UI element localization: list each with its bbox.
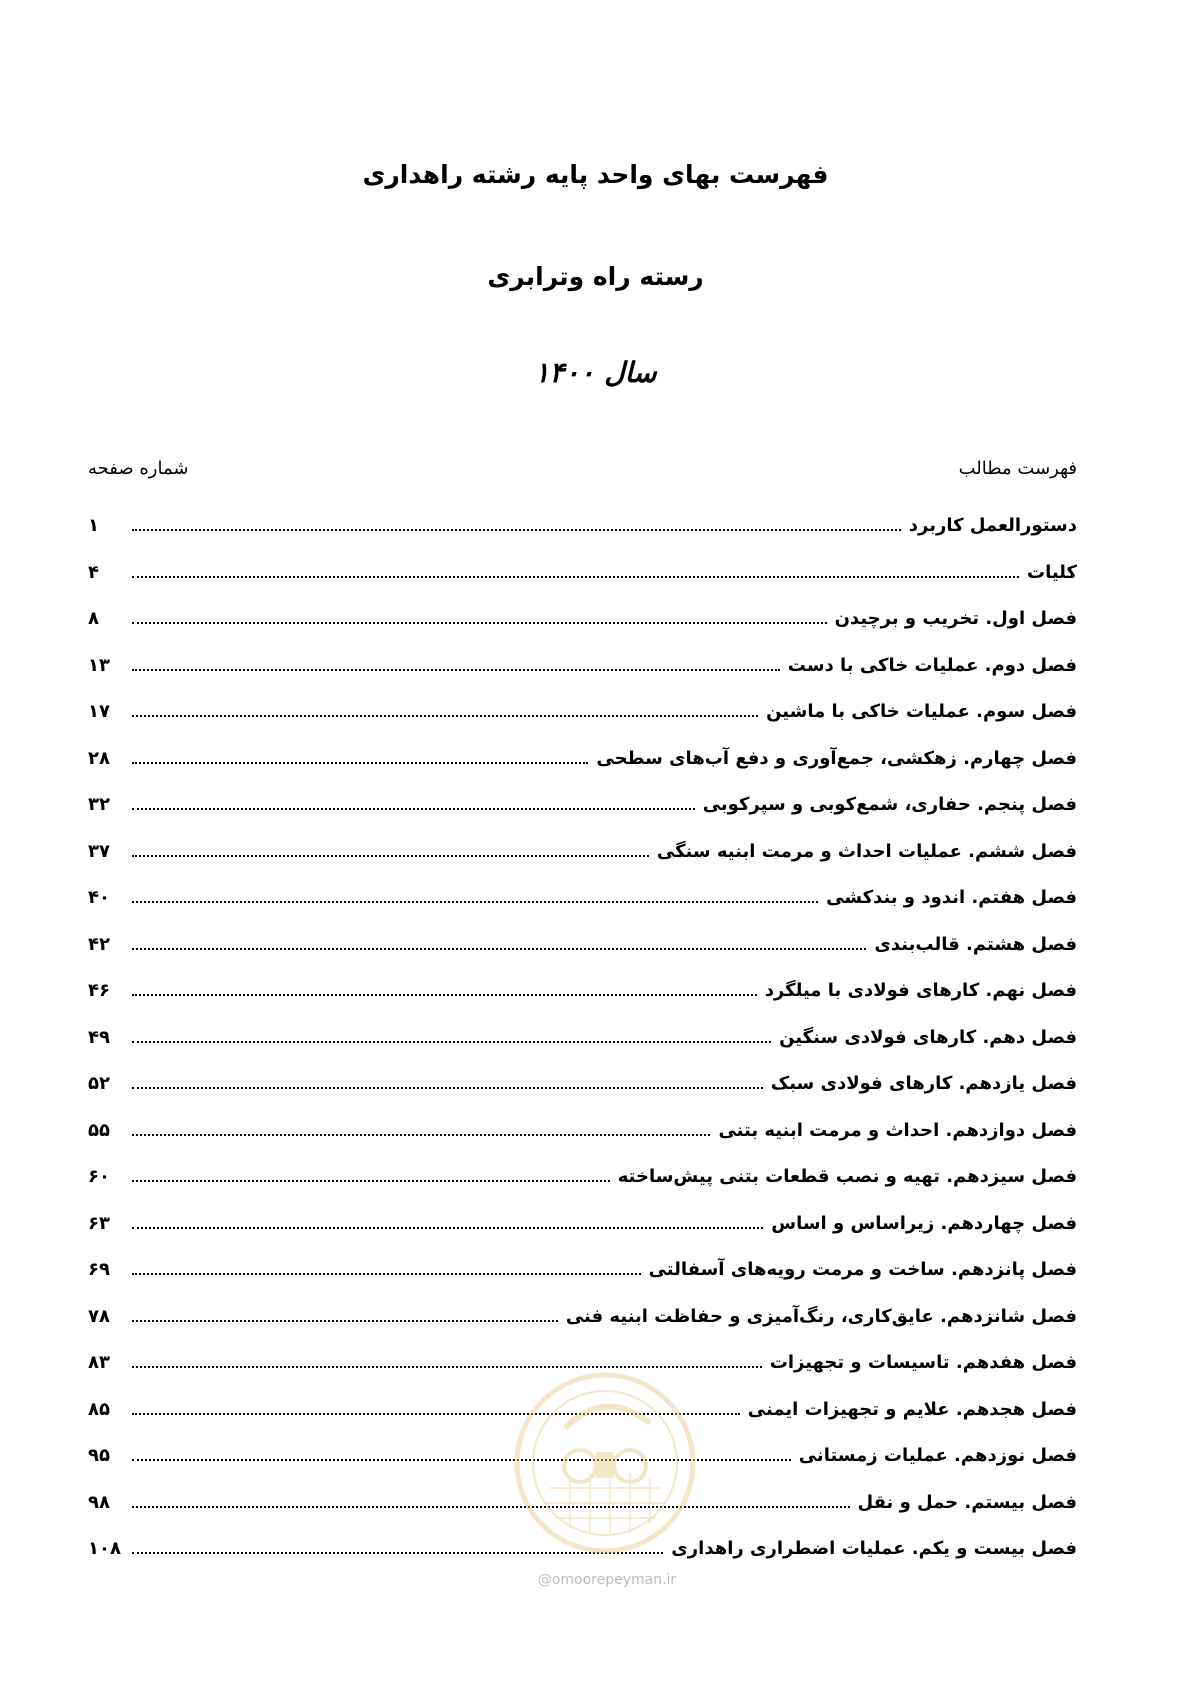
watermark-url: @omoorepeyman.ir xyxy=(537,1572,677,1588)
toc-row xyxy=(88,980,1077,1027)
toc-leader-dots xyxy=(132,808,695,810)
toc-entry-title: فصل ششم. عملیات احداث و مرمت ابنیه سنگی xyxy=(656,840,1077,862)
toc-heading: فهرست مطالب xyxy=(958,458,1077,479)
toc-leader-dots xyxy=(132,715,758,717)
toc-row xyxy=(88,748,1077,795)
toc-entry-title: فصل سیزدهم. تهیه و نصب قطعات بتنی پیش‌ساخته xyxy=(617,1166,1077,1187)
toc-entry-page-number: ۴۶ xyxy=(88,980,110,1001)
toc-leader-dots xyxy=(132,762,588,764)
toc-row xyxy=(88,1027,1077,1074)
toc-entry-page-number: ۹۵ xyxy=(88,1445,110,1466)
toc-entry-title: فصل چهارم. زهکشی، جمع‌آوری و دفع آب‌های سطحی xyxy=(596,747,1077,769)
toc-entry-page-number: ۶۳ xyxy=(88,1212,110,1234)
toc-entry-title: فصل هفدهم. تاسیسات و تجهیزات xyxy=(769,1352,1077,1373)
toc-entry-page-number: ۴۲ xyxy=(88,933,110,955)
toc-row xyxy=(88,1306,1077,1353)
toc-entry-page-number: ۶۰ xyxy=(88,1166,110,1187)
document-year: سال ۱۴۰۰ xyxy=(534,356,657,389)
toc-entry-page-number: ۹۸ xyxy=(88,1491,110,1513)
toc-leader-dots xyxy=(132,901,818,903)
toc-entry-title: فصل هجدهم. علایم و تجهیزات ایمنی xyxy=(747,1398,1077,1420)
toc-entry-title: فصل یازدهم. کارهای فولادی سبک xyxy=(770,1073,1077,1094)
toc-entry-title: فصل نوزدهم. عملیات زمستانی xyxy=(798,1445,1077,1466)
toc-entry-page-number: ۱۰۸ xyxy=(88,1538,121,1559)
toc-leader-dots xyxy=(132,529,901,531)
toc-entry-title: فصل دوازدهم. احداث و مرمت ابنیه بتنی xyxy=(718,1119,1077,1141)
toc-entry-title: فصل شانزدهم. عایق‌کاری، رنگ‌آمیزی و حفاظت ابنیه فنی xyxy=(565,1305,1077,1327)
toc-entry-title: فصل هفتم. اندود و بندکشی xyxy=(826,887,1077,908)
toc-entry-page-number: ۷۸ xyxy=(88,1305,110,1327)
toc-leader-dots xyxy=(132,994,757,996)
toc-entry-title: فصل بیست و یکم. عملیات اضطراری راهداری xyxy=(671,1538,1077,1559)
watermark-seal-icon xyxy=(510,1368,700,1558)
toc-row xyxy=(88,701,1077,748)
toc-leader-dots xyxy=(132,1087,763,1089)
toc-entry-page-number: ۱۷ xyxy=(88,701,110,722)
toc-entry-title: فصل هشتم. قالب‌بندی xyxy=(874,933,1077,955)
toc-leader-dots xyxy=(132,948,866,950)
toc-entry-page-number: ۱ xyxy=(88,515,99,536)
toc-row xyxy=(88,794,1077,841)
toc-leader-dots xyxy=(132,1134,710,1136)
toc-leader-dots xyxy=(132,669,780,671)
toc-entry-title: فصل نهم. کارهای فولادی با میلگرد xyxy=(764,980,1077,1001)
toc-entry-page-number: ۴ xyxy=(88,561,99,583)
toc-entry-title: فصل بیستم. حمل و نقل xyxy=(857,1491,1077,1513)
toc-leader-dots xyxy=(132,855,649,857)
toc-leader-dots xyxy=(132,622,827,624)
toc-entry-page-number: ۵۵ xyxy=(88,1119,110,1141)
toc-entry-title: فصل چهاردهم. زیراساس و اساس xyxy=(771,1212,1077,1234)
toc-entry-title: فصل پانزدهم. ساخت و مرمت رویه‌های آسفالتی xyxy=(648,1259,1077,1280)
toc-entry-page-number: ۸۳ xyxy=(88,1352,110,1373)
toc-row xyxy=(88,1166,1077,1213)
toc-entry-page-number: ۳۲ xyxy=(88,794,110,815)
toc-entry-title: فصل پنجم. حفاری، شمع‌کوبی و سپرکوبی xyxy=(702,794,1077,815)
page-number-heading: شماره صفحه xyxy=(88,458,189,479)
toc-row xyxy=(88,1073,1077,1120)
toc-entry-page-number: ۶۹ xyxy=(88,1259,110,1280)
toc-leader-dots xyxy=(132,1041,771,1043)
toc-leader-dots xyxy=(132,576,1019,578)
toc-leader-dots xyxy=(132,1506,850,1508)
toc-entry-page-number: ۴۹ xyxy=(88,1026,110,1048)
toc-entry-page-number: ۱۳ xyxy=(88,654,110,676)
toc-entry-title: دستورالعمل کاربرد xyxy=(908,515,1077,536)
toc-leader-dots xyxy=(132,1320,558,1322)
toc-entry-page-number: ۸ xyxy=(88,608,99,629)
toc-entry-title: کلیات xyxy=(1026,561,1077,583)
toc-entry-title: فصل دهم. کارهای فولادی سنگین xyxy=(779,1026,1077,1048)
toc-entry-title: فصل دوم. عملیات خاکی با دست xyxy=(787,654,1077,676)
toc-row xyxy=(88,1213,1077,1260)
toc-leader-dots xyxy=(132,1180,610,1182)
toc-entry-title: فصل اول. تخریب و برچیدن xyxy=(834,608,1077,629)
toc-row xyxy=(88,515,1077,562)
toc-entry-page-number: ۴۰ xyxy=(88,887,110,908)
toc-entry-page-number: ۸۵ xyxy=(88,1398,110,1420)
toc-row xyxy=(88,887,1077,934)
toc-row xyxy=(88,841,1077,888)
document-subtitle: رسته راه وترابری xyxy=(487,262,704,291)
toc-entry-title: فصل سوم. عملیات خاکی با ماشین xyxy=(766,701,1077,722)
toc-entry-page-number: ۳۷ xyxy=(88,840,110,862)
toc-row xyxy=(88,562,1077,609)
toc-row xyxy=(88,1259,1077,1306)
toc-entry-page-number: ۵۲ xyxy=(88,1073,110,1094)
toc-entry-page-number: ۲۸ xyxy=(88,747,110,769)
toc-leader-dots xyxy=(132,1273,641,1275)
toc-row xyxy=(88,1120,1077,1167)
toc-row xyxy=(88,608,1077,655)
toc-row xyxy=(88,934,1077,981)
toc-row xyxy=(88,655,1077,702)
document-title: فهرست بهای واحد پایه رشته راهداری xyxy=(362,160,829,189)
toc-leader-dots xyxy=(132,1227,763,1229)
